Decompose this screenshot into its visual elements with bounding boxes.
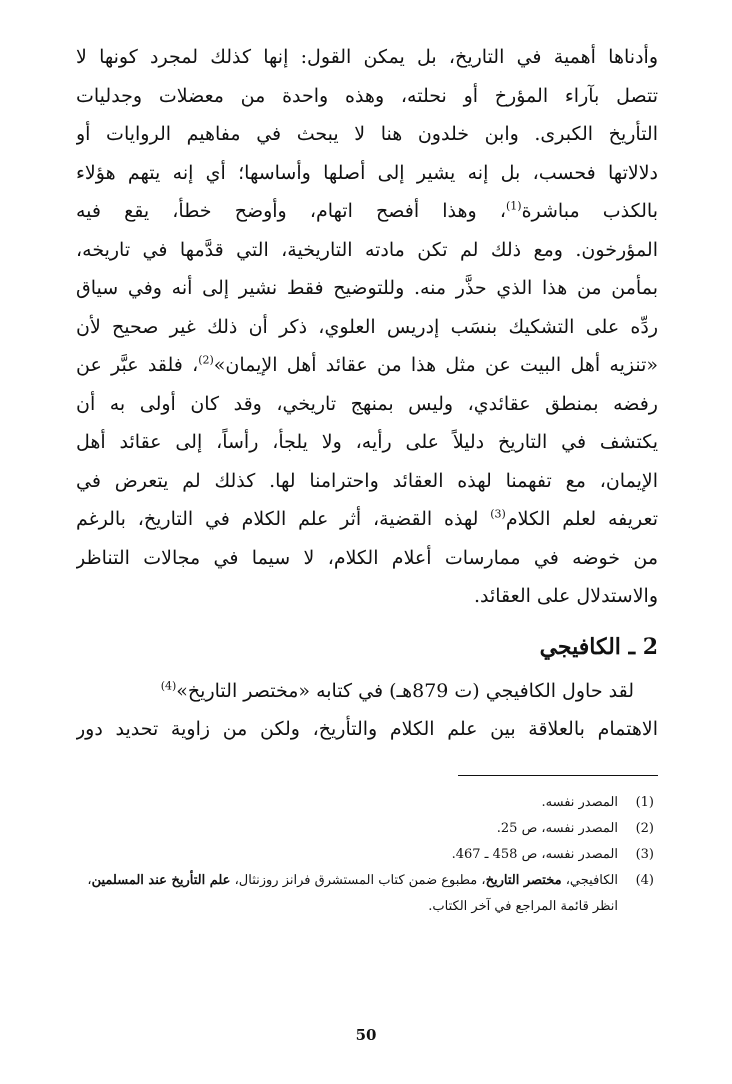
text-segment: تعريفه لعلم الكلام [505,508,658,530]
footnote-segment: الكافيجي، [561,872,618,888]
text-line: دلالاتها فحسب، بل إنه يشير إلى أصلها وأساسها؛ أي إنه يتهم هؤلاء [76,161,658,184]
footnote-ref-1: (1) [505,199,522,213]
quote-segment: «تنزيه أهل البيت عن مثل هذا من عقائد أهل الإيمان» [213,354,658,376]
footnote-item [76,790,658,816]
text-line: ردِّه على التشكيك بنسَب إدريس العلوي، ذكر أن ذلك غير صحيح لأن [76,315,658,338]
footnote-ref-3: (3) [490,507,506,521]
text-line: تتصل بآراء المؤرخ أو نحلته، وهذه واحدة من معضلات وجدليات [76,84,658,107]
paragraph-main [76,38,658,616]
page-number: 50 [355,1026,377,1044]
text-segment: ، وهذا أفصح اتهام، وأوضح خطأ، يقع فيه [76,200,506,222]
text-line [76,192,658,231]
text-line: يكتشف في التاريخ دليلاً على رأيه، ولا يلجأ، رأساً، إلى عقائد أهل [76,431,658,453]
footnote-item [76,868,658,920]
text-line: بمأمن من هذا الذي حذَّر منه. وللتوضيح فقط نشير إلى أنه وفي سياق [76,277,658,299]
text-line: التأريخ الكبرى. وابن خلدون هنا لا يبحث في مفاهيم الروايات أو [76,123,658,145]
footnote-number: (3) [635,846,654,862]
footnote-number: (1) [635,794,654,810]
text-line [76,672,658,711]
book-title: علم التأريخ عند المسلمين [91,872,231,888]
footnote-number: (2) [635,820,654,836]
footnote-ref-4: (4) [160,679,177,693]
book-title: مختصر التاريخ [485,872,562,888]
text-line [76,346,658,385]
footnote-text: المصدر نفسه. [541,794,618,810]
text-line: رفضه بمنطق عقائدي، وليس بمنهج تاريخي، وقد كان أولى به أن [76,392,658,415]
text-line: الاهتمام بالعلاقة بين علم الكلام والتأريخ، ولكن من زاوية تحديد دور [76,718,658,740]
footnote-segment: ، مطبوع ضمن كتاب المستشرق فرانز روزنثال، [230,872,486,888]
text-segment: لقد حاول الكافيجي (ت 879هـ) في كتابه «مختصر التاريخ» [176,679,634,702]
footnote-number: (4) [635,872,654,888]
footnote-item [76,816,658,842]
footnote-ref-2: (2) [198,353,214,367]
footnote-text: المصدر نفسه، ص 25. [496,820,618,836]
text-line: والاستدلال على العقائد. [473,585,658,607]
footnote-text [87,873,618,914]
text-segment: ، فلقد عبَّر عن [76,354,199,376]
text-line [76,500,658,539]
text-segment: بالكذب مباشرة [521,200,658,222]
text-segment: لهذه القضية، أثر علم الكلام في التاريخ، بالرغم [76,508,491,530]
text-line: الإيمان، مع تفهمنا لهذه العقائد واحترامنا لها. كذلك لم يتعرض في [76,469,658,492]
footnote-separator [458,775,658,776]
text-line: وأدناها أهمية في التاريخ، بل يمكن القول: إنها كذلك لمجرد كونها لا [76,46,658,68]
book-page [76,38,658,920]
paragraph-kafiji [76,672,658,749]
section-heading: 2 ـ الكافيجي [539,633,658,660]
footnote-segment: ، انظر قائمة المراجع في آخر الكتاب. [87,872,618,914]
footnotes-list [76,790,658,920]
footnote-item [76,842,658,868]
text-line: من خوضه في ممارسات أعلام الكلام، لا سيما في مجالات التناظر [76,546,658,569]
text-line: المؤرخون. ومع ذلك لم تكن مادته التاريخية، التي قدَّمها في تاريخه، [76,238,658,261]
footnote-text: المصدر نفسه، ص 458 ـ 467. [451,846,618,862]
